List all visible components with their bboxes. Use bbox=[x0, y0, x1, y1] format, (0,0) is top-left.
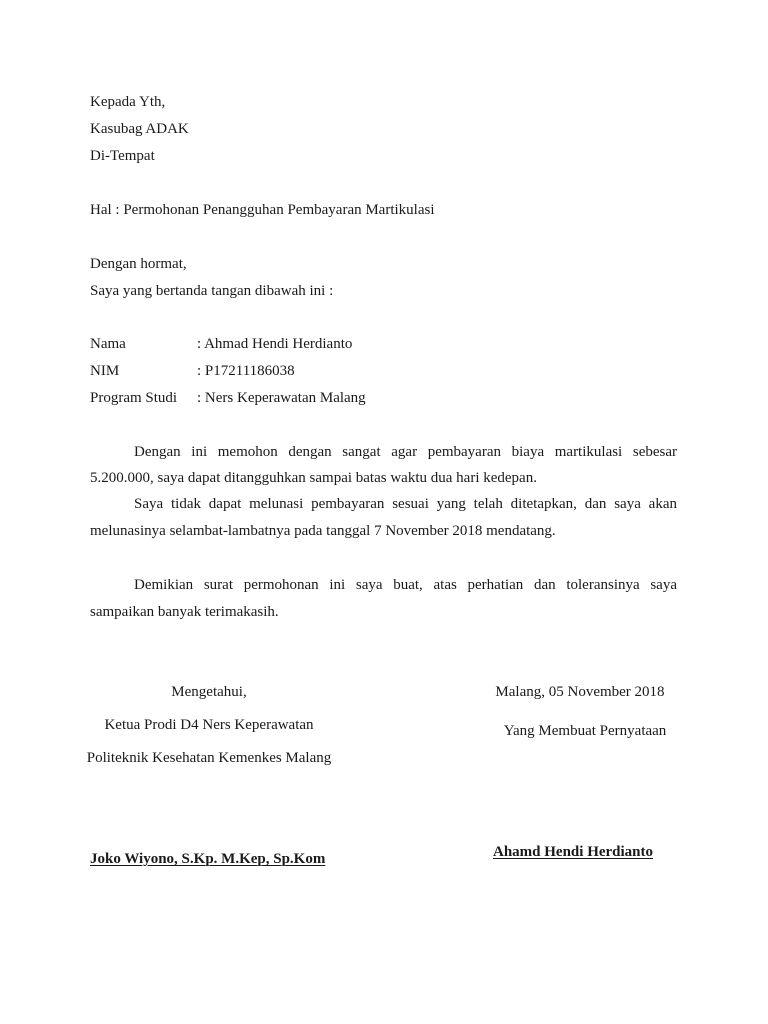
greeting: Dengan hormat, bbox=[90, 256, 187, 272]
signer-left-name: Joko Wiyono, S.Kp. M.Kep, Sp.Kom bbox=[90, 851, 326, 867]
recipient-line-2: Kasubag ADAK bbox=[90, 121, 189, 137]
field-value-program: : Ners Keperawatan Malang bbox=[197, 390, 366, 406]
signer-left-institution: Politeknik Kesehatan Kemenkes Malang bbox=[86, 750, 332, 766]
signer-right-role: Yang Membuat Pernyataan bbox=[503, 723, 667, 739]
field-label-nim: NIM bbox=[90, 363, 120, 379]
paragraph-2-line-2: melunasinya selambat-lambatnya pada tanggal 7 November 2018 mendatang. bbox=[90, 523, 556, 539]
intro-text: Saya yang bertanda tangan dibawah ini : bbox=[90, 283, 334, 299]
place-date: Malang, 05 November 2018 bbox=[495, 684, 665, 700]
field-label-program: Program Studi bbox=[90, 390, 178, 406]
field-label-name: Nama bbox=[90, 336, 126, 352]
paragraph-3-line-1: Demikian surat permohonan ini saya buat, atas perhatian dan toleransinya saya bbox=[134, 577, 677, 593]
recipient-line-1: Kepada Yth, bbox=[90, 94, 166, 110]
field-value-nim: : P17211186038 bbox=[197, 363, 295, 379]
acknowledged-label: Mengetahui, bbox=[171, 684, 247, 700]
paragraph-3-line-2: sampaikan banyak terimakasih. bbox=[90, 604, 279, 620]
field-value-name: : Ahmad Hendi Herdianto bbox=[197, 336, 353, 352]
letter-subject: Hal : Permohonan Penangguhan Pembayaran Martikulasi bbox=[90, 202, 435, 218]
recipient-line-3: Di-Tempat bbox=[90, 148, 155, 164]
paragraph-2-line-1: Saya tidak dapat melunasi pembayaran sesuai yang telah ditetapkan, dan saya akan bbox=[134, 496, 677, 512]
paragraph-1-line-1: Dengan ini memohon dengan sangat agar pembayaran biaya martikulasi sebesar bbox=[134, 444, 677, 460]
signer-right-name: Ahamd Hendi Herdianto bbox=[493, 844, 654, 860]
paragraph-1-line-2: 5.200.000, saya dapat ditangguhkan sampai batas waktu dua hari kedepan. bbox=[90, 470, 537, 486]
signer-left-title: Ketua Prodi D4 Ners Keperawatan bbox=[104, 717, 314, 733]
